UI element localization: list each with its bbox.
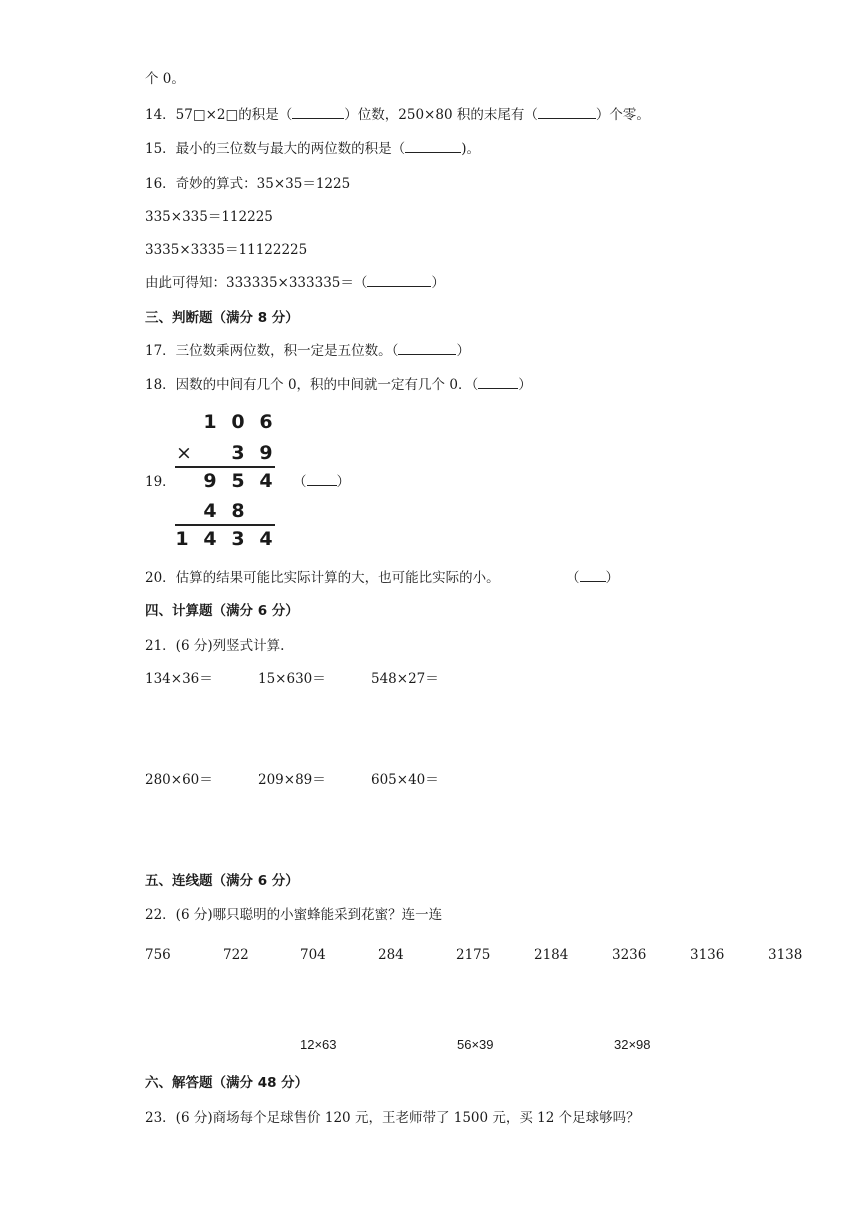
digit: 5 [231,470,245,492]
text: )。 [461,141,480,157]
product-expression[interactable]: 32×98 [614,1037,651,1052]
question-18 [145,376,532,394]
number-option[interactable]: 704 [300,947,326,963]
number-option[interactable]: 756 [145,947,171,963]
question-15 [145,140,480,158]
text: 五、连线题（满分 6 分） [145,873,299,889]
question-13-tail [145,70,185,88]
text: 22．(6 分)哪只聪明的小蜜蜂能采到花蜜？连一连 [145,907,443,923]
digit: 1 [175,528,189,550]
number-option[interactable]: 722 [223,947,249,963]
text: ） [518,377,532,393]
text: 335×335＝112225 [145,209,273,225]
digit: 8 [231,500,245,522]
calc-item: 15×630＝ [258,671,326,687]
calc-item: 548×27＝ [371,671,439,687]
digit: 4 [259,470,273,492]
answer-blank[interactable] [307,473,337,486]
product-expression[interactable]: 56×39 [457,1037,494,1052]
digit: 0 [231,411,245,433]
number-option[interactable]: 2175 [456,947,491,963]
answer-blank[interactable] [538,106,596,119]
divider-line [175,524,275,526]
section-3-heading [145,309,299,327]
digit: 4 [203,500,217,522]
digit: 6 [259,411,273,433]
digit: 3 [231,528,245,550]
text: ） [456,343,470,359]
number-option[interactable]: 2184 [534,947,569,963]
calc-item: 134×36＝ [145,671,213,687]
text: 21．(6 分)列竖式计算. [145,638,285,654]
text: 19． [145,474,176,490]
question-16 [145,175,350,193]
question-22 [145,906,442,924]
text: 15．最小的三位数与最大的两位数的积是（ [145,141,406,157]
divider-line [175,466,275,468]
question-16-line4 [145,274,445,292]
question-19-number [145,473,176,491]
text: （ [566,570,580,586]
times-sign: × [176,442,192,464]
calc-item: 605×40＝ [371,772,439,788]
text: ）位数，250×80 积的末尾有（ [344,107,538,123]
text: 三、判断题（满分 8 分） [145,310,299,326]
answer-blank[interactable] [367,274,431,287]
text: 14．57□×2□的积是（ [145,107,293,123]
answer-blank[interactable] [398,342,456,355]
digit: 4 [203,528,217,550]
text: ）个零。 [595,107,650,123]
text: ） [431,275,445,291]
answer-blank[interactable] [478,376,518,389]
calc-item: 280×60＝ [145,772,213,788]
number-option[interactable]: 3236 [612,947,647,963]
question-14 [145,106,650,124]
question-16-line2 [145,208,273,226]
text: 23．(6 分)商场每个足球售价 120 元，王老师带了 1500 元，买 12 个足球够吗？ [145,1110,640,1126]
text: 17．三位数乘两位数，积一定是五位数。（ [145,343,399,359]
text: 3335×3335＝11122225 [145,242,308,258]
number-option[interactable]: 3136 [690,947,725,963]
digit: 9 [259,442,273,464]
section-4-heading [145,602,299,620]
question-23 [145,1109,640,1127]
product-expression[interactable]: 12×63 [300,1037,337,1052]
question-16-line3 [145,241,307,259]
text: ） [336,474,350,490]
text: ） [605,570,619,586]
text: 18．因数的中间有几个 0，积的中间就一定有几个 0．（ [145,377,479,393]
answer-blank[interactable] [580,569,606,582]
section-5-heading [145,872,299,890]
text: 个 0。 [145,71,185,87]
text: （ [293,474,307,490]
text: 六、解答题（满分 48 分） [145,1075,309,1091]
text: 由此可得知：333335×333335＝（ [145,275,368,291]
text: 20．估算的结果可能比实际计算的大，也可能比实际的小。 [145,570,500,586]
question-20-answer [566,569,619,587]
question-19-answer [293,473,350,491]
answer-blank[interactable] [292,106,344,119]
digit: 3 [231,442,245,464]
text: 16．奇妙的算式：35×35＝1225 [145,176,351,192]
number-option[interactable]: 284 [378,947,404,963]
question-17 [145,342,470,360]
question-21 [145,637,284,655]
text: 四、计算题（满分 6 分） [145,603,299,619]
section-6-heading [145,1074,308,1092]
digit: 4 [259,528,273,550]
number-option[interactable]: 3138 [768,947,803,963]
answer-blank[interactable] [405,140,461,153]
digit: 1 [203,411,217,433]
calc-item: 209×89＝ [258,772,326,788]
digit: 9 [203,470,217,492]
question-20 [145,569,500,587]
